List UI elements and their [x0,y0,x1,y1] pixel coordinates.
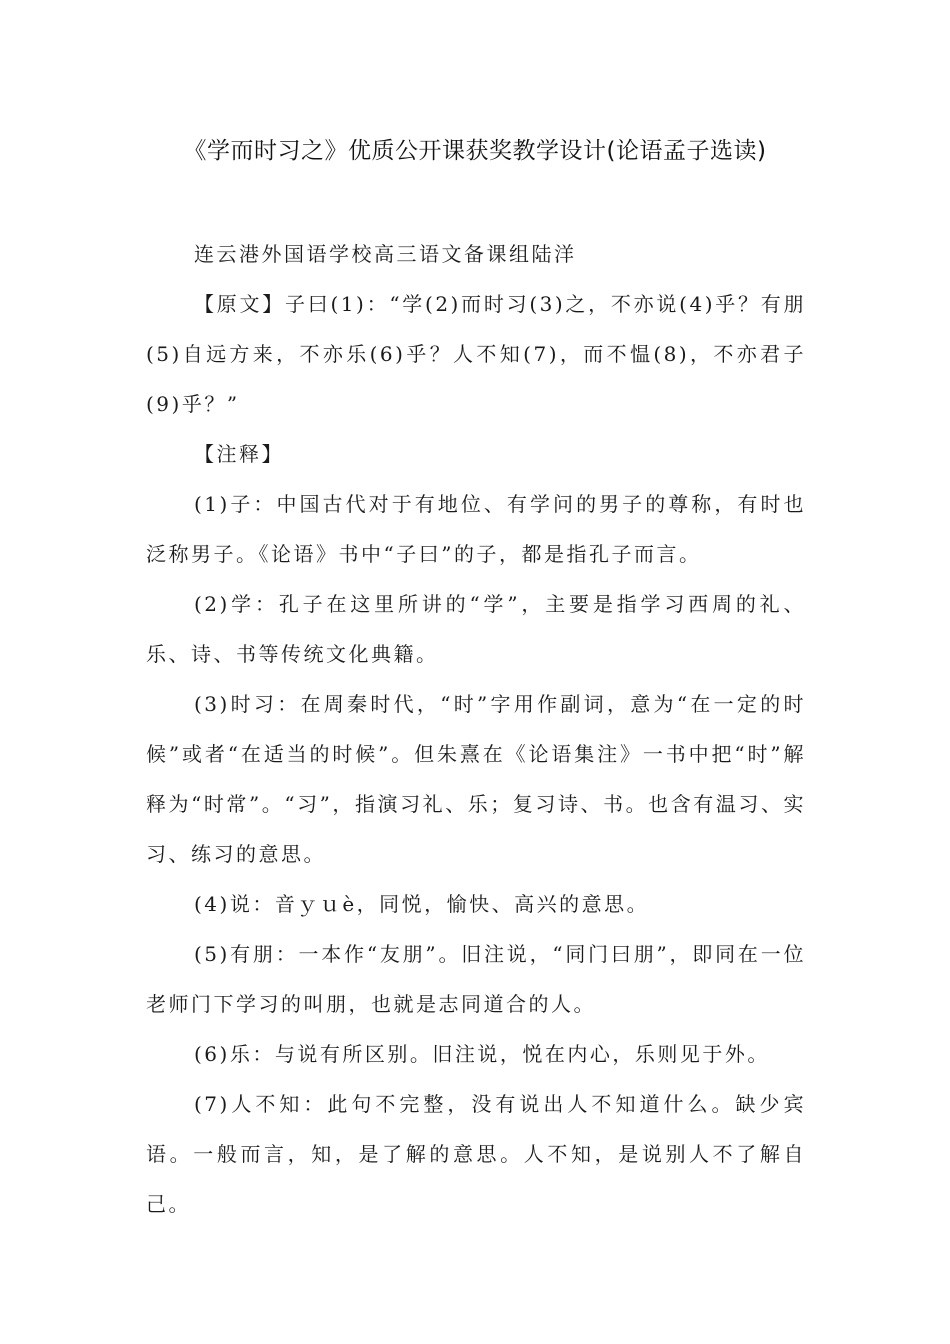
document-body [146,229,806,1229]
note-item: (3)时习：在周秦时代，“时”字用作副词，意为“在一定的时候”或者“在适当的时候”。但朱熹在《论语集注》一书中把“时”解释为“时常”。“习”，指演习礼、乐；复习诗、书。也含有温习、实习、练习的意思。 [146,692,806,866]
note-item: (5)有朋：一本作“友朋”。旧注说，“同门曰朋”，即同在一位老师门下学习的叫朋，也就是志同道合的人。 [146,942,806,1016]
original-text-paragraph: 【原文】子曰(1)：“学(2)而时习(3)之，不亦说(4)乎？有朋(5)自远方来，不亦乐(6)乎？人不知(7)，而不愠(8)，不亦君子(9)乎？” [146,292,806,416]
notes-heading: 【注释】 [194,442,284,466]
note-item: (1)子：中国古代对于有地位、有学问的男子的尊称，有时也泛称男子。《论语》书中“子曰”的子，都是指孔子而言。 [146,492,806,566]
note-item: (7)人不知：此句不完整，没有说出人不知道什么。缺少宾语。一般而言，知，是了解的意思。人不知，是说别人不了解自己。 [146,1092,806,1216]
note-item: (6)乐：与说有所区别。旧注说，悦在内心，乐则见于外。 [194,1042,770,1066]
note-item: (4)说：音ｙｕè，同悦，愉快、高兴的意思。 [194,892,650,916]
author-line: 连云港外国语学校高三语文备课组陆洋 [194,242,577,266]
note-item: (2)学：孔子在这里所讲的“学”，主要是指学习西周的礼、乐、诗、书等传统文化典籍。 [146,592,806,666]
document-title: 《学而时习之》优质公开课获奖教学设计(论语孟子选读) [183,138,767,164]
